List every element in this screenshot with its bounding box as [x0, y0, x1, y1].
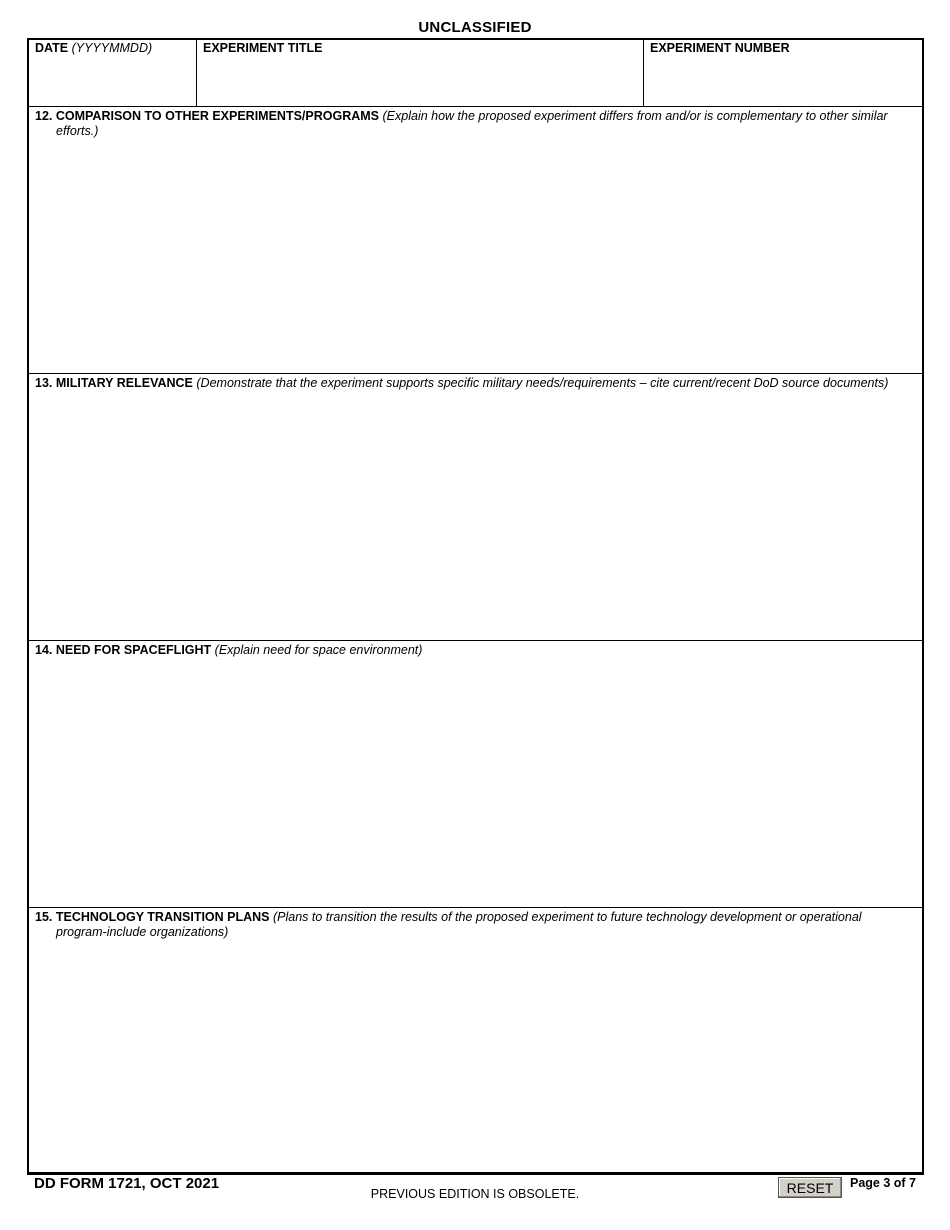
technology-transition-textarea[interactable] — [33, 946, 918, 1168]
section-military-relevance-title — [35, 376, 912, 391]
section-comparison — [29, 107, 922, 374]
page-number: Page 3 of 7 — [850, 1176, 916, 1190]
section-need-for-spaceflight-title — [35, 643, 912, 658]
form-frame — [27, 38, 924, 1175]
section-need-for-spaceflight — [29, 641, 922, 908]
experiment-number-cell — [644, 40, 922, 107]
comparison-textarea[interactable] — [33, 145, 918, 369]
date-cell — [29, 40, 197, 107]
section-technology-transition — [29, 908, 922, 1172]
section-technology-transition-title — [35, 910, 912, 940]
date-input[interactable] — [33, 60, 192, 103]
date-format-hint: (YYYYMMDD) — [71, 41, 153, 55]
experiment-title-cell — [197, 40, 644, 107]
section-military-relevance — [29, 374, 922, 641]
form-identifier: DD FORM 1721, OCT 2021 — [34, 1175, 220, 1192]
need-for-spaceflight-textarea[interactable] — [33, 663, 918, 903]
section-heading: 15. TECHNOLOGY TRANSITION PLANS — [35, 910, 270, 924]
header-row — [29, 40, 922, 107]
reset-button[interactable]: RESET — [778, 1177, 842, 1198]
section-instruction: (Demonstrate that the experiment supports specific military needs/requirements – cite current/recent DoD source documents) — [196, 376, 889, 390]
edition-note: PREVIOUS EDITION IS OBSOLETE. — [370, 1187, 580, 1201]
section-instruction: (Explain how the proposed experiment differs from and/or is complementary to other similar efforts.) — [56, 109, 888, 138]
section-comparison-title — [35, 109, 912, 139]
section-heading: 13. MILITARY RELEVANCE — [35, 376, 193, 390]
experiment-title-input[interactable] — [201, 60, 639, 103]
experiment-title-label: EXPERIMENT TITLE — [203, 41, 323, 55]
military-relevance-textarea[interactable] — [33, 396, 918, 636]
section-heading: 14. NEED FOR SPACEFLIGHT — [35, 643, 212, 657]
experiment-number-input[interactable] — [648, 60, 918, 103]
section-instruction: (Explain need for space environment) — [214, 643, 423, 657]
classification-banner: UNCLASSIFIED — [418, 19, 532, 36]
section-instruction: (Plans to transition the results of the proposed experiment to future technology development or operational program-include organizations) — [56, 910, 862, 939]
section-heading: 12. COMPARISON TO OTHER EXPERIMENTS/PROGRAMS — [35, 109, 380, 123]
experiment-number-label: EXPERIMENT NUMBER — [650, 41, 790, 55]
date-label: DATE (YYYYMMDD) — [35, 41, 153, 55]
